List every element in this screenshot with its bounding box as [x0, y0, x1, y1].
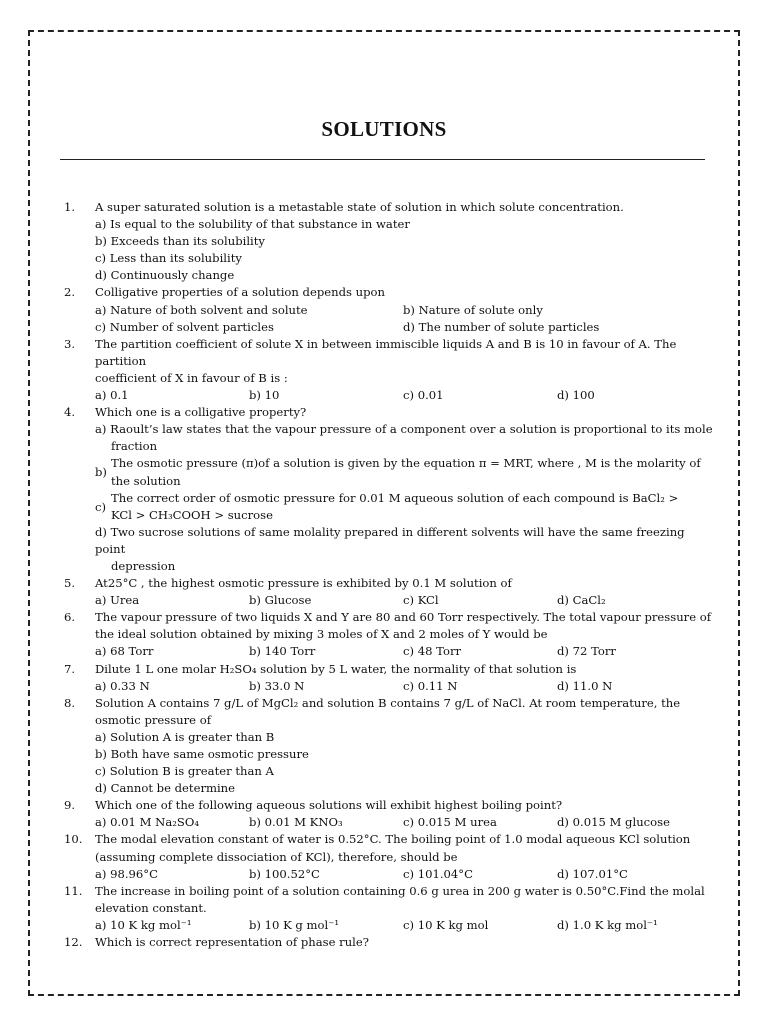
question-text: Which one is a colligative property?: [95, 405, 307, 420]
question-number: 1.: [64, 200, 76, 214]
option-b: b) 10 K g mol⁻¹: [249, 917, 339, 932]
question-text: Which one of the following aqueous solutions will exhibit highest boiling point?: [95, 798, 563, 813]
option-d: d) The number of solute particles: [403, 319, 600, 334]
option-b: b) 33.0 N: [249, 678, 305, 693]
option-b: [95, 455, 714, 489]
option-c: c) 10 K kg mol: [403, 917, 489, 932]
option-d: d) 1.0 K kg mol⁻¹: [557, 917, 658, 932]
option-b: b) 10: [249, 388, 280, 403]
option-a: a) Nature of both solvent and solute: [95, 302, 308, 317]
option-a: a) Solution A is greater than B: [95, 729, 275, 744]
question-3: [64, 336, 714, 404]
question-text: A super saturated solution is a metastable state of solution in which solute concentration.: [95, 200, 624, 214]
option-b: b) Nature of solute only: [403, 302, 543, 317]
options-row: [95, 917, 714, 934]
option-d: d) 72 Torr: [557, 644, 616, 659]
question-number: 12.: [64, 935, 83, 950]
option-a: a) 0.01 M Na₂SO₄: [95, 815, 199, 830]
question-text: The partition coefficient of solute X in between immiscible liquids A and B is 10 in favour of A. The partition: [95, 336, 677, 368]
option-text-cont: KCl > CH₃COOH > sucrose: [111, 507, 273, 522]
question-12: [64, 934, 714, 951]
option-d: d) Cannot be determine: [95, 781, 236, 796]
question-text: Dilute 1 L one molar H₂SO₄ solution by 5 L water, the normality of that solution is: [95, 661, 577, 676]
options-row: [95, 387, 714, 404]
question-2: [64, 284, 714, 335]
option-a-cont: fraction: [111, 439, 158, 454]
option-c: c) Solution B is greater than A: [95, 764, 274, 779]
question-text: The increase in boiling point of a solution containing 0.6 g urea in 200 g water is 0.50°C.Find the molal: [95, 883, 705, 898]
option-d-cont: depression: [111, 558, 176, 573]
option-d: d) Continuously change: [95, 268, 235, 283]
options-row: [95, 814, 714, 831]
options-row: [95, 643, 714, 660]
question-text-cont: coefficient of X in favour of B is :: [95, 370, 288, 385]
options-row: [95, 319, 714, 336]
option-b: b) 0.01 M KNO₃: [249, 815, 343, 830]
question-text: At25°C , the highest osmotic pressure is exhibited by 0.1 M solution of: [95, 576, 512, 591]
question-text-cont: osmotic pressure of: [95, 712, 211, 727]
option-d: d) 0.015 M glucose: [557, 815, 670, 830]
question-9: [64, 797, 714, 831]
question-6: [64, 609, 714, 660]
question-number: 5.: [64, 576, 76, 591]
option-label: b): [95, 465, 107, 480]
option-a: a) Urea: [95, 593, 140, 608]
option-a: a) 0.1: [95, 388, 129, 403]
option-c: c) 0.01: [403, 388, 444, 403]
option-a: a) Is equal to the solubility of that substance in water: [95, 217, 410, 232]
option-d: d) 11.0 N: [557, 678, 613, 693]
page-title: SOLUTIONS: [321, 117, 447, 141]
question-text-cont: elevation constant.: [95, 900, 207, 915]
options-row: [95, 592, 714, 609]
question-5: [64, 575, 714, 609]
question-text-cont: (assuming complete dissociation of KCl), therefore, should be: [95, 849, 458, 864]
option-label: c): [95, 499, 107, 514]
option-text: The osmotic pressure (π)of a solution is given by the equation π = MRT, where , M is the molarity of: [111, 456, 701, 471]
question-number: 7.: [64, 661, 76, 676]
question-list: [64, 199, 714, 951]
question-number: 11.: [64, 883, 83, 898]
option-text-cont: the solution: [111, 473, 181, 488]
option-b: b) Both have same osmotic pressure: [95, 747, 309, 761]
question-text: The modal elevation constant of water is 0.52°C. The boiling point of 1.0 modal aqueous KCl solution: [95, 832, 691, 847]
question-text: The vapour pressure of two liquids X and Y are 80 and 60 Torr respectively. The total vapour pressure of: [95, 610, 712, 625]
question-1: [64, 199, 714, 284]
option-c: c) 0.11 N: [403, 678, 458, 693]
question-text-cont: the ideal solution obtained by mixing 3 moles of X and 2 moles of Y would be: [95, 627, 548, 642]
question-7: [64, 661, 714, 695]
option-c: [95, 490, 714, 524]
option-c: c) 48 Torr: [403, 644, 462, 659]
title-underline: [60, 159, 705, 160]
options-row: [95, 678, 714, 695]
question-8: [64, 695, 714, 798]
option-a: a) 98.96°C: [95, 866, 158, 881]
option-a: a) 0.33 N: [95, 678, 150, 693]
option-b: b) Glucose: [249, 593, 312, 608]
question-number: 10.: [64, 832, 83, 847]
option-c: c) Number of solvent particles: [95, 319, 274, 334]
question-text: Solution A contains 7 g/L of MgCl₂ and solution B contains 7 g/L of NaCl. At room temperature, the: [95, 695, 681, 710]
options-row: [95, 302, 714, 319]
option-d: d) Two sucrose solutions of same molality prepared in different solvents will have the same freezing point: [95, 524, 685, 556]
options-row: [95, 866, 714, 883]
question-number: 6.: [64, 610, 76, 625]
question-number: 4.: [64, 405, 76, 420]
option-c: c) Less than its solubility: [95, 251, 242, 266]
option-b: b) 140 Torr: [249, 644, 316, 659]
option-d: d) 107.01°C: [557, 866, 628, 881]
question-text: Which is correct representation of phase rule?: [95, 935, 369, 950]
question-number: 2.: [64, 285, 76, 300]
question-number: 3.: [64, 336, 76, 351]
option-d: d) 100: [557, 388, 595, 403]
option-d: d) CaCl₂: [557, 593, 606, 608]
question-text: Colligative properties of a solution depends upon: [95, 285, 385, 300]
option-text: The correct order of osmotic pressure for 0.01 M aqueous solution of each compound is BaCl₂ >: [111, 490, 679, 505]
option-a: a) 10 K kg mol⁻¹: [95, 917, 192, 932]
option-b: b) 100.52°C: [249, 866, 320, 881]
question-4: [64, 404, 714, 575]
question-number: 8.: [64, 695, 76, 710]
option-c: c) 101.04°C: [403, 866, 473, 881]
question-11: [64, 883, 714, 934]
option-c: c) 0.015 M urea: [403, 815, 497, 830]
option-a: a) Raoult’s law states that the vapour pressure of a component over a solution is proportional to its mole: [95, 422, 713, 437]
option-a: a) 68 Torr: [95, 644, 154, 659]
question-number: 9.: [64, 798, 76, 813]
option-c: c) KCl: [403, 593, 439, 608]
question-10: [64, 831, 714, 882]
option-b: b) Exceeds than its solubility: [95, 234, 265, 249]
